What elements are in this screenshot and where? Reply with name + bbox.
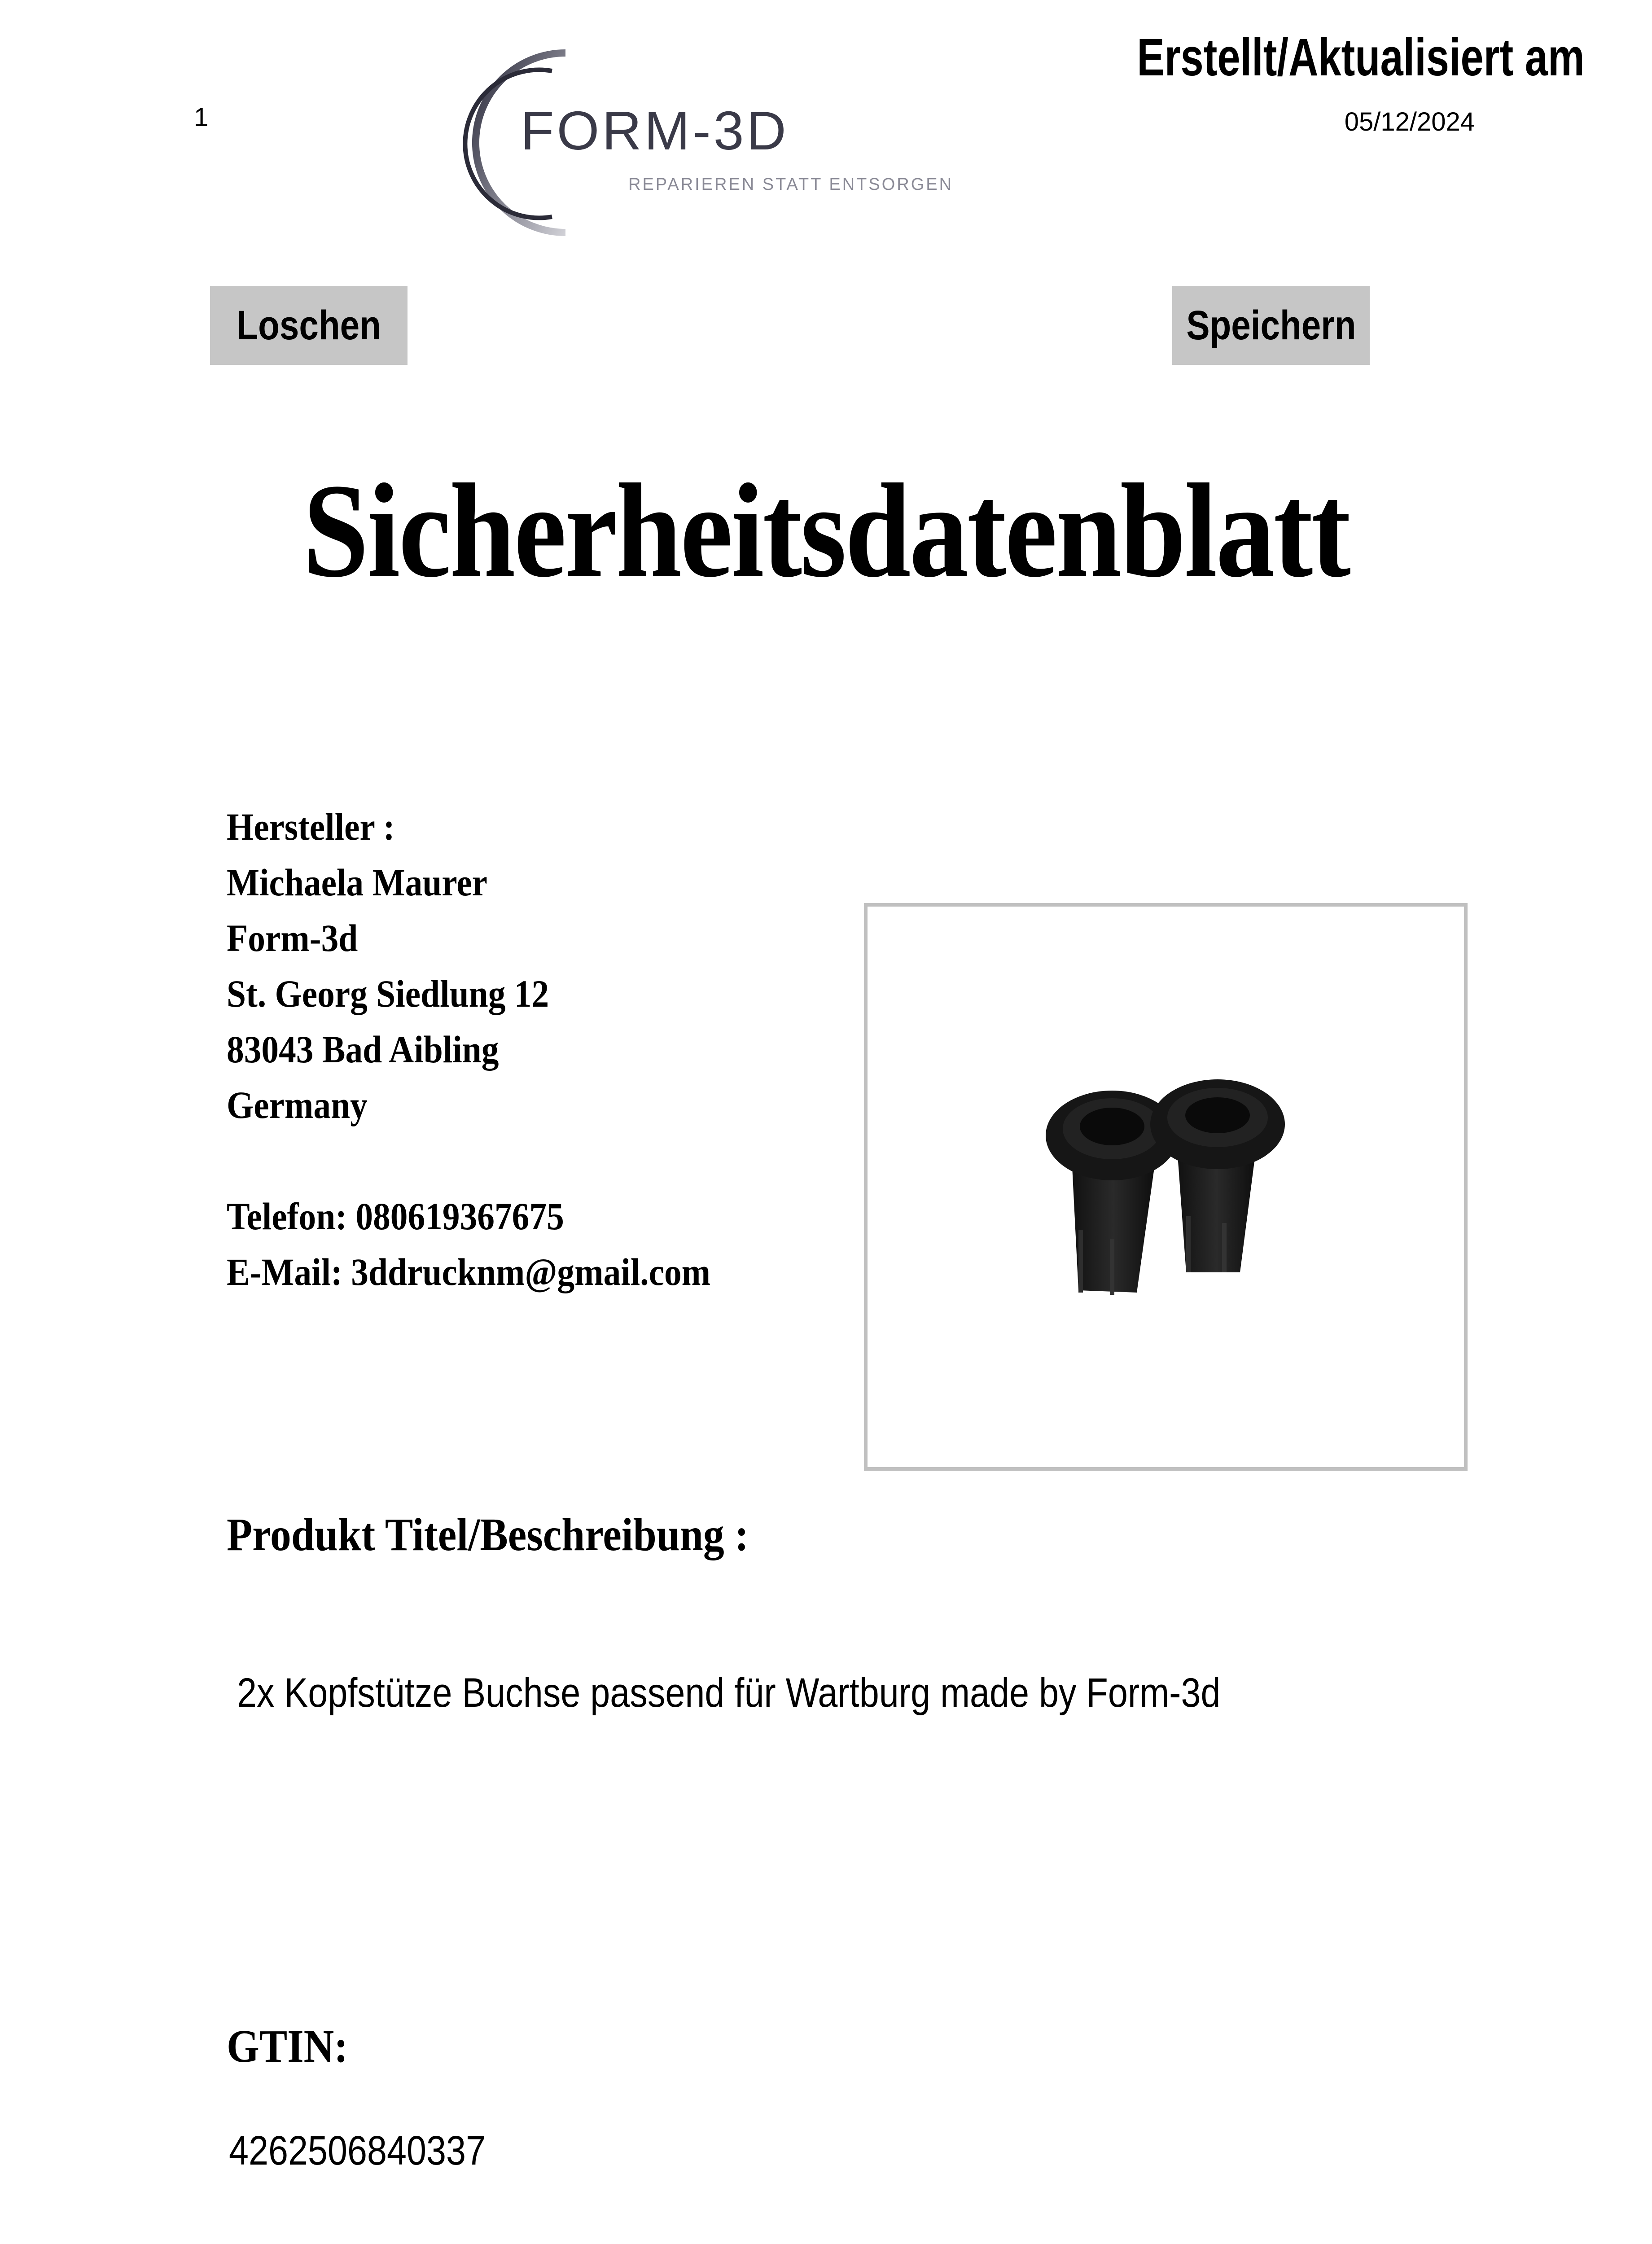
- product-title-heading: Produkt Titel/Beschreibung :: [227, 1509, 749, 1560]
- spacer: [227, 1133, 710, 1188]
- document-title: Sicherheitsdatenblatt: [302, 456, 1350, 605]
- bushing-right: [1150, 1079, 1285, 1272]
- form-3d-logo: [417, 39, 956, 246]
- product-description: 2x Kopfstütze Buchse passend für Wartburg made by Form-3d: [237, 1670, 1221, 1716]
- headrest-bushing-pair-image: [868, 907, 1464, 1467]
- created-updated-label: Erstellt/Aktualisiert am: [1137, 28, 1585, 87]
- manufacturer-block: [227, 799, 764, 1300]
- delete-button-label: Loschen: [237, 302, 381, 348]
- gtin-value: 4262506840337: [229, 2128, 486, 2174]
- manufacturer-phone: Telefon: 080619367675: [227, 1195, 564, 1238]
- save-button[interactable]: [1172, 286, 1370, 365]
- manufacturer-email: E-Mail: 3ddrucknm@gmail.com: [227, 1250, 711, 1293]
- manufacturer-street: St. Georg Siedlung 12: [227, 972, 549, 1015]
- manufacturer-country: Germany: [227, 1083, 368, 1126]
- manufacturer-company: Form-3d: [227, 916, 358, 960]
- product-image: [864, 903, 1468, 1471]
- logo-wordmark: FORM-3D: [521, 100, 789, 161]
- manufacturer-city: 83043 Bad Aibling: [227, 1028, 499, 1071]
- page-number-top: 1: [194, 103, 209, 132]
- delete-button[interactable]: [210, 286, 408, 365]
- save-button-label: Speichern: [1186, 302, 1356, 348]
- manufacturer-label: Hersteller :: [227, 805, 395, 848]
- manufacturer-name: Michaela Maurer: [227, 861, 488, 904]
- logo-tagline: REPARIEREN STATT ENTSORGEN: [628, 175, 954, 194]
- created-date: 05/12/2024: [1344, 107, 1475, 136]
- gtin-heading: GTIN:: [227, 2020, 348, 2072]
